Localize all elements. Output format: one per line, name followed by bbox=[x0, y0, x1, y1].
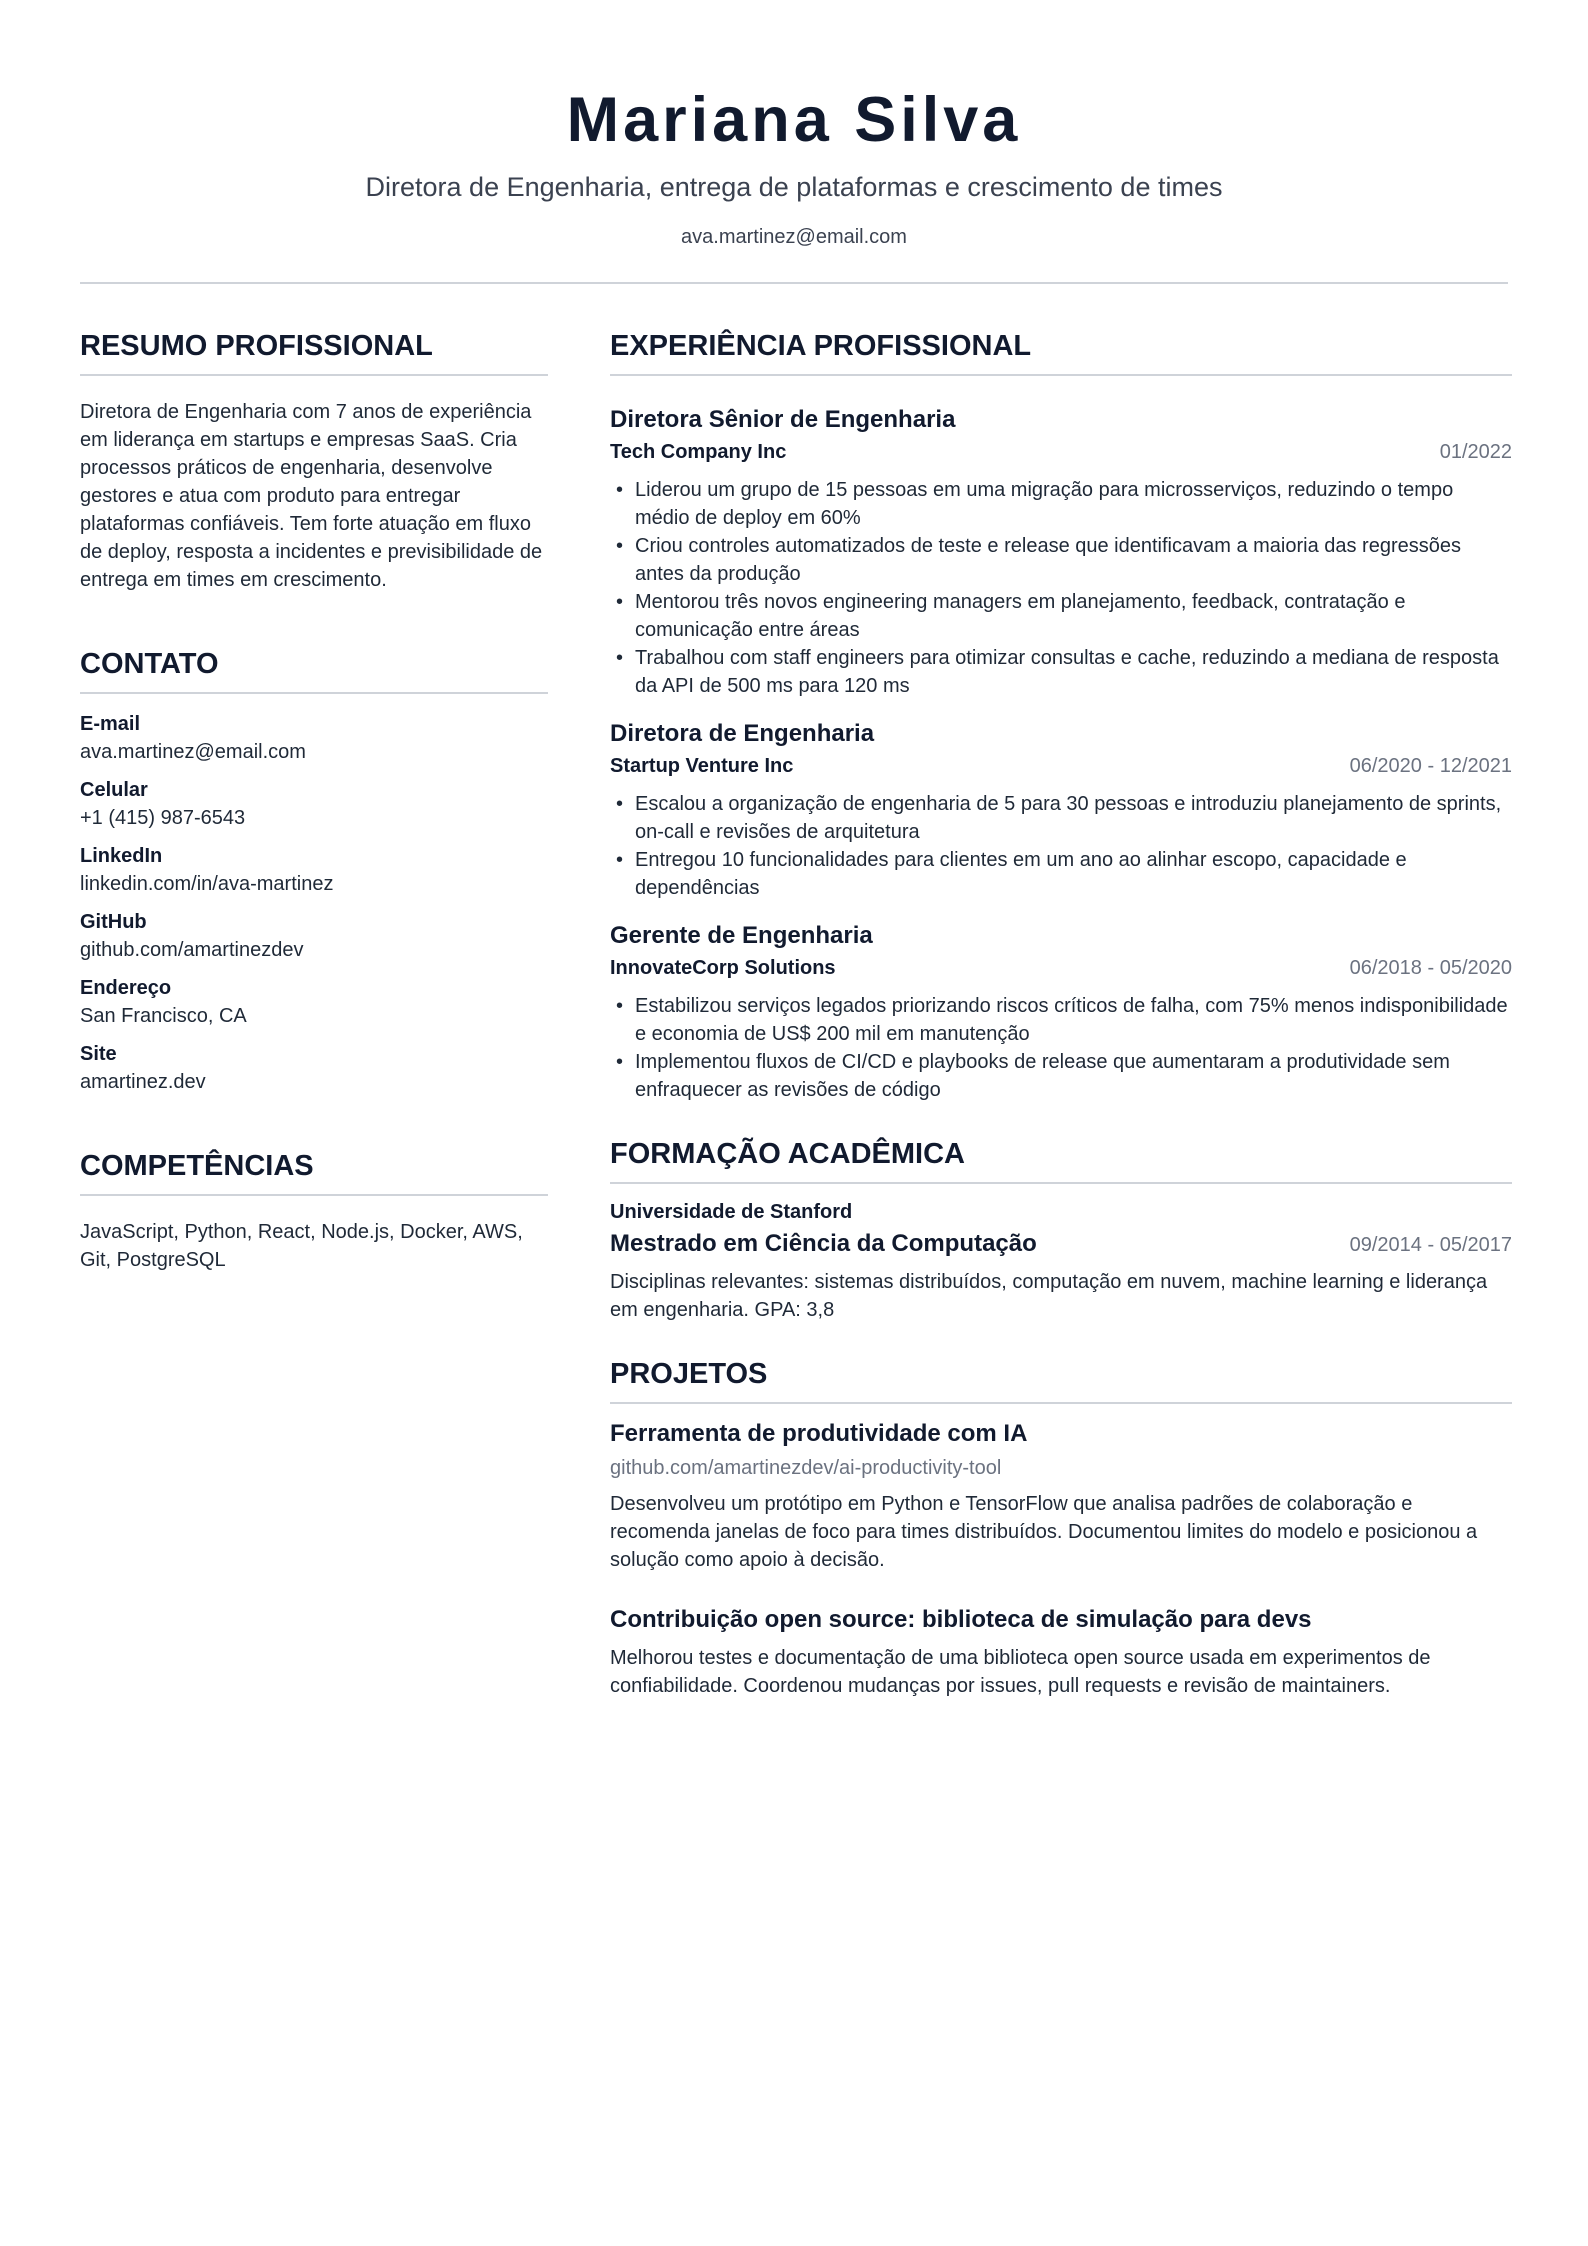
right-column bbox=[610, 328, 1512, 1732]
contact-label-site: Site bbox=[80, 1043, 117, 1065]
section-divider bbox=[610, 1402, 1512, 1404]
job-title: Gerente de Engenharia bbox=[610, 922, 873, 949]
experience-section bbox=[610, 328, 1512, 1104]
job-bullets bbox=[610, 476, 1512, 700]
job-entry bbox=[610, 404, 1512, 700]
project-title: Contribuição open source: biblioteca de simulação para devs bbox=[610, 1606, 1312, 1633]
education-meta bbox=[610, 1228, 1512, 1260]
left-column bbox=[80, 328, 548, 1732]
contact-title: CONTATO bbox=[80, 648, 219, 680]
projects-section bbox=[610, 1356, 1512, 1700]
job-title: Diretora Sênior de Engenharia bbox=[610, 406, 956, 433]
project-description: Desenvolveu um protótipo em Python e TensorFlow que analisa padrões de colaboração e recomenda janelas de foco para times distribuídos. Documentou limites do modelo e posicionou a solução como apoio à decisão. bbox=[610, 1493, 1478, 1571]
contact-label-linkedin: LinkedIn bbox=[80, 845, 163, 867]
job-bullet: • Escalou a organização de engenharia de 5 para 30 pessoas e introduziu planejamento de sprints, on-call e revisões de arquitetura bbox=[610, 790, 1512, 846]
job-bullet: • Trabalhou com staff engineers para otimizar consultas e cache, reduzindo a mediana de resposta da API de 500 ms para 120 ms bbox=[610, 644, 1512, 700]
job-bullets bbox=[610, 790, 1512, 902]
job-company: Tech Company Inc bbox=[610, 441, 787, 463]
project-link[interactable]: github.com/amartinezdev/ai-productivity-tool bbox=[610, 1457, 1002, 1479]
project-title: Ferramenta de produtividade com IA bbox=[610, 1420, 1028, 1447]
job-meta bbox=[610, 954, 1512, 982]
section-divider bbox=[80, 692, 548, 694]
section-divider bbox=[610, 1182, 1512, 1184]
contact-value-email: ava.martinez@email.com bbox=[80, 741, 306, 763]
header-divider bbox=[80, 282, 1508, 284]
education-degree: Mestrado em Ciência da Computação bbox=[610, 1230, 1037, 1257]
candidate-name: Mariana Silva bbox=[566, 85, 1022, 155]
contact-value-linkedin: linkedin.com/in/ava-martinez bbox=[80, 873, 334, 895]
education-title: FORMAÇÃO ACADÊMICA bbox=[610, 1138, 965, 1170]
project-entry bbox=[610, 1418, 1512, 1574]
contact-label-address: Endereço bbox=[80, 977, 172, 999]
candidate-tagline: Diretora de Engenharia, entrega de plataformas e crescimento de times bbox=[365, 172, 1223, 202]
section-divider bbox=[80, 374, 548, 376]
project-description: Melhorou testes e documentação de uma biblioteca open source usada em experimentos de confiabilidade. Coordenou mudanças por issues, pull requests e revisão de maintainers. bbox=[610, 1647, 1431, 1697]
job-date: 06/2018 - 05/2020 bbox=[1349, 957, 1512, 979]
contact-label-email: E-mail bbox=[80, 713, 141, 735]
contact-value-address: San Francisco, CA bbox=[80, 1005, 247, 1027]
resume-columns bbox=[80, 328, 1512, 1732]
job-bullet: • Criou controles automatizados de teste e release que identificavam a maioria das regressões antes da produção bbox=[610, 532, 1512, 588]
job-bullets bbox=[610, 992, 1512, 1104]
job-title: Diretora de Engenharia bbox=[610, 720, 875, 747]
section-divider bbox=[80, 1194, 548, 1196]
education-date: 09/2014 - 05/2017 bbox=[1349, 1234, 1512, 1256]
job-meta bbox=[610, 752, 1512, 780]
projects-title: PROJETOS bbox=[610, 1358, 768, 1390]
job-meta bbox=[610, 438, 1512, 466]
contact-value-phone: +1 (415) 987-6543 bbox=[80, 807, 246, 829]
contact-label-phone: Celular bbox=[80, 779, 148, 801]
summary-title: RESUMO PROFISSIONAL bbox=[80, 330, 433, 362]
skills-text: JavaScript, Python, React, Node.js, Docker, AWS, Git, PostgreSQL bbox=[80, 1221, 523, 1271]
job-date: 06/2020 - 12/2021 bbox=[1349, 755, 1512, 777]
contact-section bbox=[80, 646, 548, 1096]
education-section bbox=[610, 1136, 1512, 1324]
contact-value-site: amartinez.dev bbox=[80, 1071, 206, 1093]
education-school: Universidade de Stanford bbox=[610, 1201, 853, 1223]
summary-text: Diretora de Engenharia com 7 anos de experiência em liderança em startups e empresas SaaS. Cria processos práticos de engenharia, desenvolve gestores e atua com produto para entregar plataformas confiáveis. Tem forte atuação em fluxo de deploy, resposta a incidentes e previsibilidade de entrega em times em crescimento. bbox=[80, 401, 543, 591]
experience-title: EXPERIÊNCIA PROFISSIONAL bbox=[610, 330, 1032, 362]
resume-header bbox=[80, 0, 1508, 284]
job-bullet: • Estabilizou serviços legados priorizando riscos críticos de falha, com 75% menos indisponibilidade e economia de US$ 200 mil em manutenção bbox=[610, 992, 1512, 1048]
job-company: InnovateCorp Solutions bbox=[610, 957, 836, 979]
skills-section bbox=[80, 1148, 548, 1274]
job-entry bbox=[610, 718, 1512, 902]
job-bullet: • Entregou 10 funcionalidades para clientes em um ano ao alinhar escopo, capacidade e dependências bbox=[610, 846, 1512, 902]
project-entry bbox=[610, 1604, 1512, 1700]
job-bullet: • Mentorou três novos engineering managers em planejamento, feedback, contratação e comunicação entre áreas bbox=[610, 588, 1512, 644]
summary-section bbox=[80, 328, 548, 594]
job-bullet: • Liderou um grupo de 15 pessoas em uma migração para microsserviços, reduzindo o tempo médio de deploy em 60% bbox=[610, 476, 1512, 532]
skills-title: COMPETÊNCIAS bbox=[80, 1150, 314, 1182]
job-date: 01/2022 bbox=[1439, 441, 1512, 463]
header-email: ava.martinez@email.com bbox=[681, 226, 907, 248]
section-divider bbox=[610, 374, 1512, 376]
job-company: Startup Venture Inc bbox=[610, 755, 794, 777]
contact-value-github: github.com/amartinezdev bbox=[80, 939, 304, 961]
job-bullet: • Implementou fluxos de CI/CD e playbooks de release que aumentaram a produtividade sem enfraquecer as revisões de código bbox=[610, 1048, 1512, 1104]
contact-list bbox=[80, 710, 548, 1096]
job-entry bbox=[610, 920, 1512, 1104]
contact-label-github: GitHub bbox=[80, 911, 147, 933]
education-description: Disciplinas relevantes: sistemas distribuídos, computação em nuvem, machine learning e liderança em engenharia. GPA: 3,8 bbox=[610, 1271, 1488, 1321]
